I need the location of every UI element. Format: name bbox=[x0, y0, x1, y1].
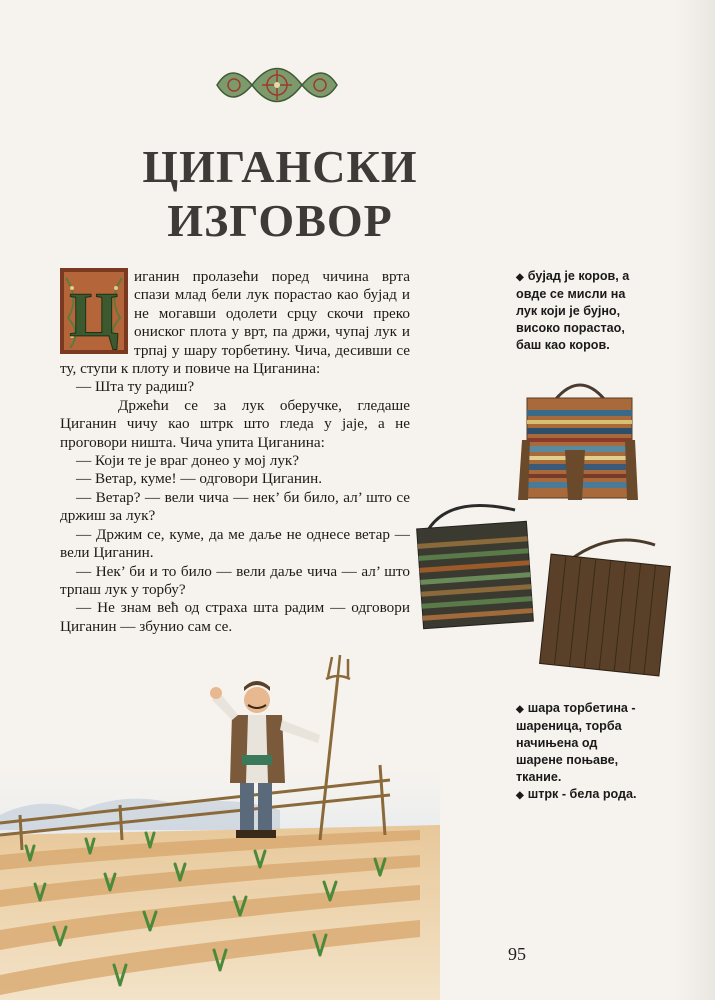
dialogue-line: — Ветар, куме! — одговори Циганин. bbox=[76, 470, 323, 488]
glossary-text: бујад је коров, а овде се мисли на лук који је бујно, високо порастао, баш као коров. bbox=[516, 269, 630, 352]
bag-top bbox=[518, 385, 638, 500]
dialogue-line: — Нек’ би и то било — вели даље чича — ал’ што трпаш лук у торбу? bbox=[60, 562, 410, 598]
diamond-bullet-icon: ◆ bbox=[516, 704, 524, 715]
woven-bags-image bbox=[410, 370, 680, 690]
dialogue-line: — Који те је враг донео у мој лук? bbox=[76, 452, 300, 470]
ornament-icon bbox=[212, 56, 342, 114]
glossary-text: штрк - бела рода. bbox=[527, 787, 637, 801]
dropcap-letter: Ц bbox=[69, 279, 119, 350]
dialogue-line: — Држим се, куме, да ме даље не однесе ветар — вели Циганин. bbox=[60, 525, 410, 562]
title-line-2: ИЗГОВОР bbox=[167, 195, 393, 246]
page-edge-shade bbox=[675, 0, 715, 1000]
story-paragraph bbox=[60, 268, 410, 378]
dialogue-line: — Шта ту радиш? bbox=[76, 378, 195, 396]
title-line-1: ЦИГАНСКИ bbox=[142, 141, 418, 192]
glossary-text: шара торбетина - шареница, торба начињена од шарене поњаве, ткание. bbox=[516, 701, 636, 784]
dropcap bbox=[60, 268, 128, 354]
dialogue-line: — Ветар? — вели чича — нек’ би било, ал’ што се држиш за лук? bbox=[60, 488, 410, 525]
story-text bbox=[60, 268, 410, 636]
glossary-note-bottom bbox=[516, 700, 646, 804]
story-paragraph-text: иганин пролазећи поред чичина врта спази млад бели лук порастао као бујад и не могавши одолети срцу скочи преко ониског плота у врт, па држи, чупај лук и трпај у шару торбетину. Чича, десивши се ту, ступи к плоту и повиче на Циганина: bbox=[60, 268, 410, 378]
page-number: 95 bbox=[508, 944, 526, 964]
bag-left bbox=[417, 506, 534, 629]
glossary-note-top bbox=[516, 268, 646, 354]
page-title bbox=[0, 140, 560, 248]
dialogue-line: Држећи се за лук оберучке, гледаше Циганин чичу као штрк што гледа у јаје, а не проговори ништа. Чича упита Циганина: bbox=[60, 396, 410, 451]
diamond-bullet-icon: ◆ bbox=[516, 272, 524, 283]
dropcap-frame-icon bbox=[60, 268, 128, 354]
diamond-bullet-icon: ◆ bbox=[516, 790, 524, 801]
peasant-garden-illustration bbox=[0, 655, 440, 1000]
bag-right bbox=[540, 540, 671, 676]
dialogue-line: — Не знам већ од страха шта радим — одговори Циганин — збунио сам се. bbox=[60, 599, 410, 635]
